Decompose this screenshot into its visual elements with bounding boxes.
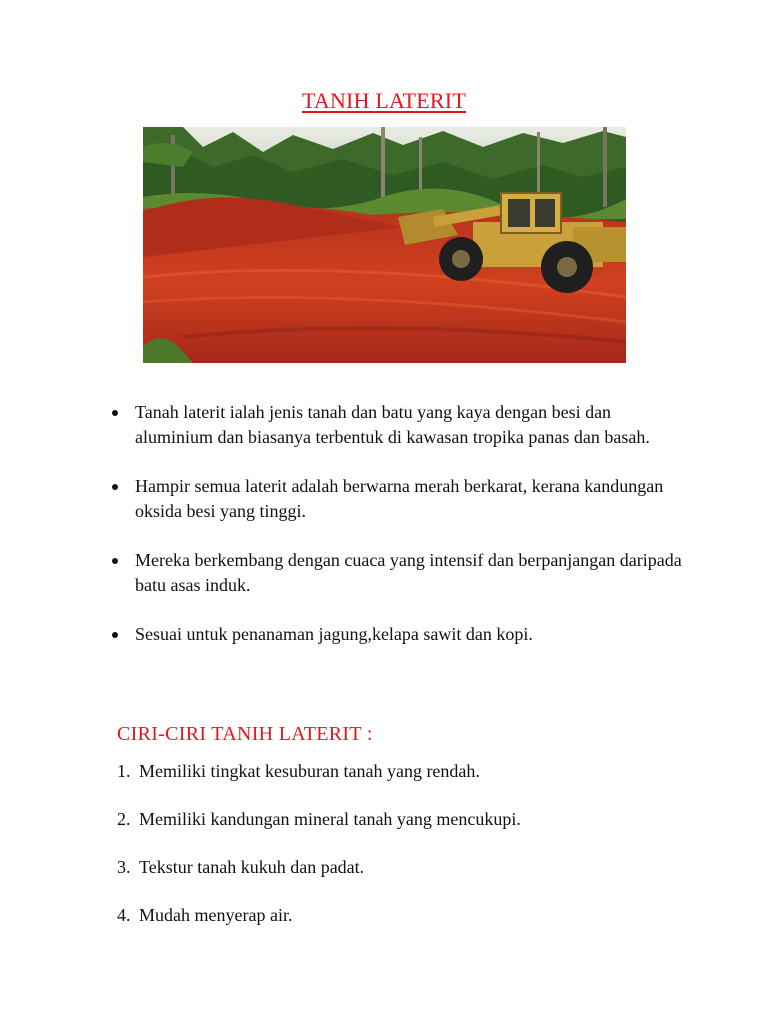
bullet-dot-icon bbox=[112, 484, 118, 490]
description-bullet-list bbox=[112, 400, 682, 671]
bullet-text: Hampir semua laterit adalah berwarna merah berkarat, kerana kandungan oksida besi yang tinggi. bbox=[135, 476, 664, 521]
list-item bbox=[117, 903, 677, 928]
bullet-item bbox=[112, 400, 682, 450]
bullet-dot-icon bbox=[112, 410, 118, 416]
characteristics-heading: CIRI-CIRI TANIH LATERIT : bbox=[117, 723, 373, 745]
bullet-text: Mereka berkembang dengan cuaca yang intensif dan berpanjangan daripada batu asas induk. bbox=[135, 550, 682, 595]
list-number: 1. bbox=[117, 761, 131, 781]
bullet-dot-icon bbox=[112, 632, 118, 638]
list-item bbox=[117, 855, 677, 880]
list-number: 2. bbox=[117, 809, 131, 829]
bullet-text: Tanah laterit ialah jenis tanah dan batu yang kaya dengan besi dan aluminium dan biasanya terbentuk di kawasan tropika panas dan basah. bbox=[135, 402, 650, 447]
page-title: TANIH LATERIT bbox=[302, 88, 466, 113]
bullet-item bbox=[112, 622, 682, 647]
list-item bbox=[117, 759, 677, 784]
characteristics-list bbox=[117, 759, 677, 951]
bullet-text: Sesuai untuk penanaman jagung,kelapa sawit dan kopi. bbox=[135, 624, 533, 644]
laterite-excavation-photo bbox=[143, 127, 626, 363]
list-item bbox=[117, 807, 677, 832]
list-text: Mudah menyerap air. bbox=[139, 905, 293, 925]
list-number: 4. bbox=[117, 905, 131, 925]
list-text: Memiliki tingkat kesuburan tanah yang rendah. bbox=[139, 761, 480, 781]
bullet-item bbox=[112, 474, 682, 524]
list-text: Tekstur tanah kukuh dan padat. bbox=[139, 857, 365, 877]
list-number: 3. bbox=[117, 857, 131, 877]
list-text: Memiliki kandungan mineral tanah yang mencukupi. bbox=[139, 809, 521, 829]
bullet-item bbox=[112, 548, 682, 598]
bullet-dot-icon bbox=[112, 558, 118, 564]
